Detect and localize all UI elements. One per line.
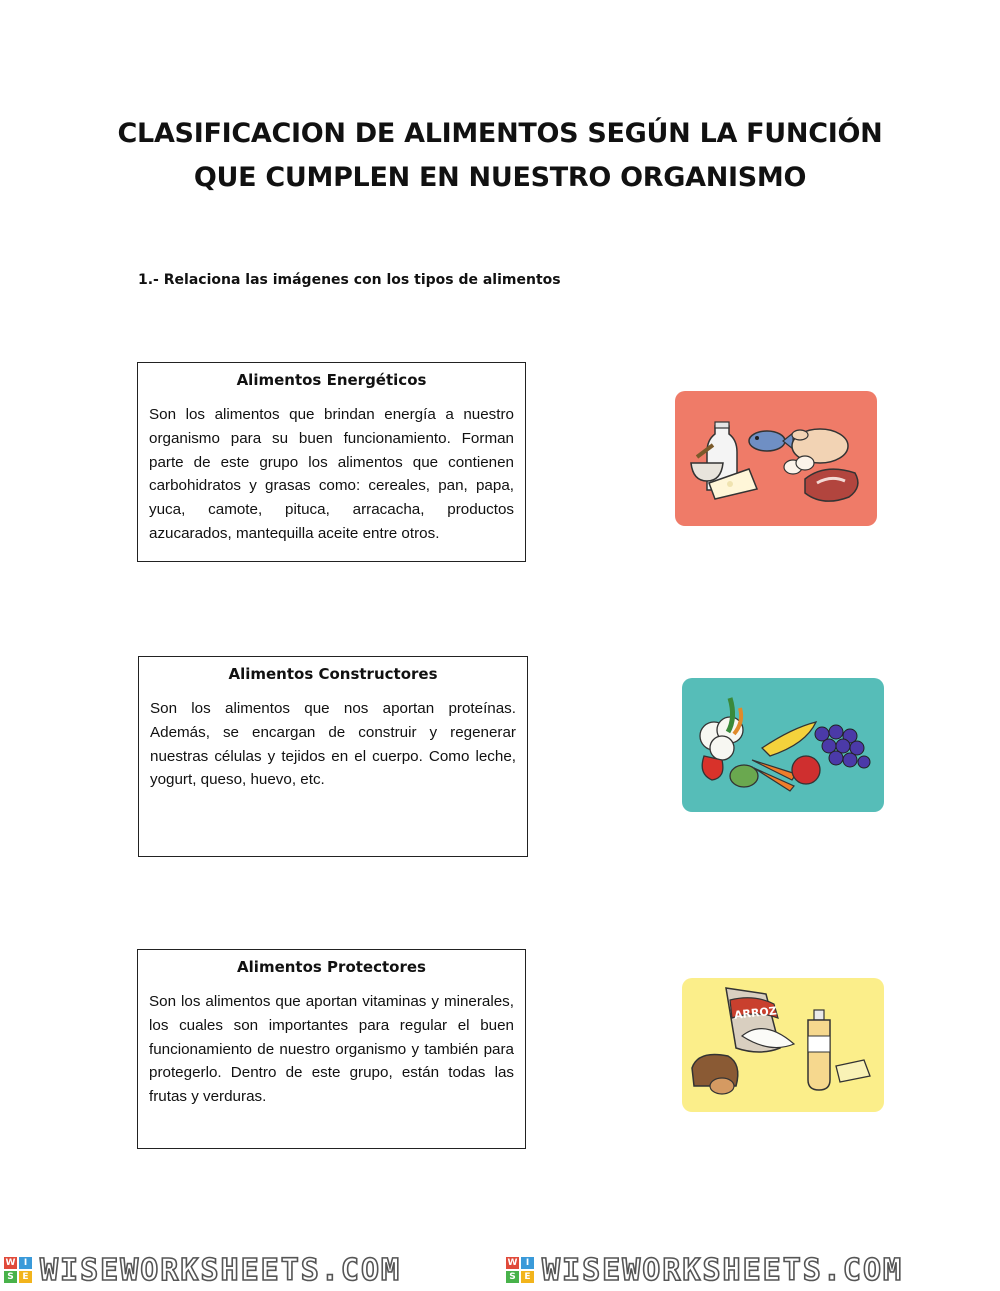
wise-logo-icon: W I S E xyxy=(506,1257,536,1285)
watermark-text-2: WISEWORKSHEETS.COM xyxy=(542,1253,904,1288)
box-energeticos xyxy=(137,362,526,562)
fruits-vegetables-icon xyxy=(682,678,884,812)
box-heading: Alimentos Energéticos xyxy=(236,371,427,389)
title-line-2: QUE CUMPLEN EN NUESTRO ORGANISMO xyxy=(193,162,807,193)
watermark-text-1: WISEWORKSHEETS.COM xyxy=(40,1253,402,1288)
box-protectores xyxy=(137,949,526,1149)
page-title xyxy=(0,112,1000,200)
box-constructores xyxy=(138,656,528,857)
image-card-1[interactable] xyxy=(675,391,877,526)
box-body: Son los alimentos que brindan energía a nuestro organismo para su buen funcionamiento. Forman parte de este grupo los alimentos que contienen carbohidratos y grasas como: cereales, pan, papa, yuca, camote, pituca, arracacha, productos azucarados, mantequilla aceite entre otros. xyxy=(149,406,514,542)
box-heading: Alimentos Protectores xyxy=(237,958,426,976)
instruction-text: 1.- Relaciona las imágenes con los tipos de alimentos xyxy=(138,272,561,288)
rice-bread-oil-icon xyxy=(682,978,884,1112)
wise-logo-icon: W I S E xyxy=(4,1257,34,1285)
dairy-meat-fish-icon xyxy=(675,391,877,526)
title-line-1: CLASIFICACION DE ALIMENTOS SEGÚN LA FUNCIÓN xyxy=(117,118,883,149)
image-card-2[interactable] xyxy=(682,678,884,812)
footer-watermark xyxy=(0,1255,1000,1287)
image-card-3[interactable] xyxy=(682,978,884,1112)
box-body: Son los alimentos que aportan vitaminas y minerales, los cuales son importantes para regular el buen funcionamiento de nuestro organismo y también para protegerlo. Dentro de este grupo, están todas las frutas y verduras. xyxy=(149,993,514,1106)
rice-bag-label: ARROZ xyxy=(733,1004,778,1022)
box-body: Son los alimentos que nos aportan proteínas. Además, se encargan de construir y regenerar nuestras células y tejidos en el cuerpo. Como leche, yogurt, queso, huevo, etc. xyxy=(150,700,516,789)
box-heading: Alimentos Constructores xyxy=(228,665,438,683)
